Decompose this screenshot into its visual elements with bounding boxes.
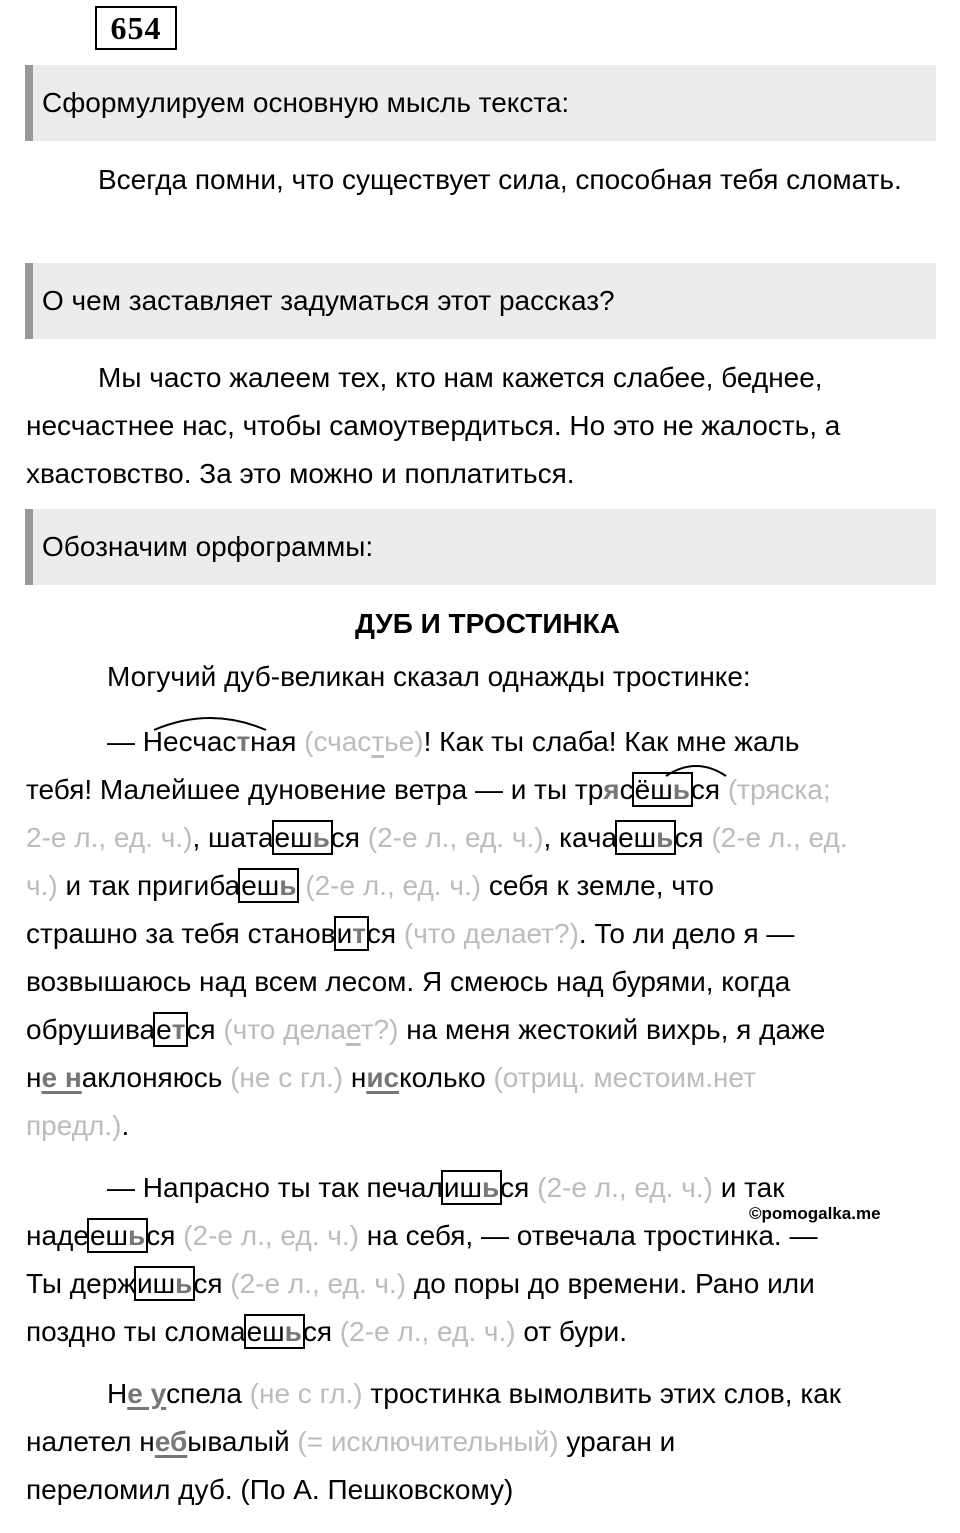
story-line: предл.). bbox=[26, 1110, 130, 1141]
story-line: Ты держишься (2-е л., ед. ч.) до поры до времени. Рано или bbox=[26, 1268, 815, 1299]
story-line: переломил дуб. (По А. Пешковскому) bbox=[26, 1474, 514, 1505]
watermark: ©pomogalka.me bbox=[749, 1204, 881, 1223]
story-line: тебя! Малейшее дуновение ветра — и ты трясёшься (тряска; bbox=[26, 774, 831, 805]
story-line: не наклоняюсь (не с гл.) нисколько (отриц. местоим.нет bbox=[26, 1062, 756, 1093]
heading-text: Сформулируем основную мысль текста: bbox=[42, 87, 570, 118]
story-line: надеешься (2-е л., ед. ч.) на себя, — отвечала тростинка. — bbox=[26, 1220, 818, 1251]
story-line: возвышаюсь над всем лесом. Я смеюсь над бурями, когда bbox=[26, 966, 791, 997]
reflection-text: Мы часто жалеем тех, кто нам кажется слабее, беднее, несчастнее нас, чтобы самоутвердиться. Но это не жалость, а хвастовство. За это можно и поплатиться. bbox=[26, 362, 841, 489]
story-line: Могучий дуб-великан сказал однажды тростинке: bbox=[107, 661, 751, 692]
story-line: страшно за тебя становится (что делает?). То ли дело я — bbox=[26, 918, 795, 949]
section-heading-main-idea bbox=[25, 65, 936, 141]
story-line: обрушивается (что делает?) на меня жестокий вихрь, я даже bbox=[26, 1014, 826, 1045]
story-line: 2-е л., ед. ч.), шатаешься (2-е л., ед. ч.), качаешься (2-е л., ед. bbox=[26, 822, 848, 853]
story-line: Не успела (не с гл.) тростинка вымолвить этих слов, как bbox=[107, 1378, 842, 1409]
exercise-number: 654 bbox=[95, 6, 177, 50]
story-line: поздно ты сломаешься (2-е л., ед. ч.) от бури. bbox=[26, 1316, 628, 1347]
story-line: — Несчастная (счастье)! Как ты слаба! Как мне жаль bbox=[107, 726, 800, 757]
story-title: ДУБ И ТРОСТИНКА bbox=[355, 608, 620, 639]
main-idea-text: Всегда помни, что существует сила, способная тебя сломать. bbox=[98, 164, 902, 195]
heading-text: Обозначим орфограммы: bbox=[42, 531, 374, 562]
story-line: — Напрасно ты так печалишься (2-е л., ед. ч.) и так bbox=[107, 1172, 785, 1203]
heading-text: О чем заставляет задуматься этот рассказ? bbox=[42, 285, 615, 316]
section-heading-reflection bbox=[25, 263, 936, 339]
section-heading-spelling bbox=[25, 509, 936, 585]
story-line: ч.) и так пригибаешь (2-е л., ед. ч.) себя к земле, что bbox=[26, 870, 714, 901]
story-line: налетел небывалый (= исключительный) ураган и bbox=[26, 1426, 676, 1457]
